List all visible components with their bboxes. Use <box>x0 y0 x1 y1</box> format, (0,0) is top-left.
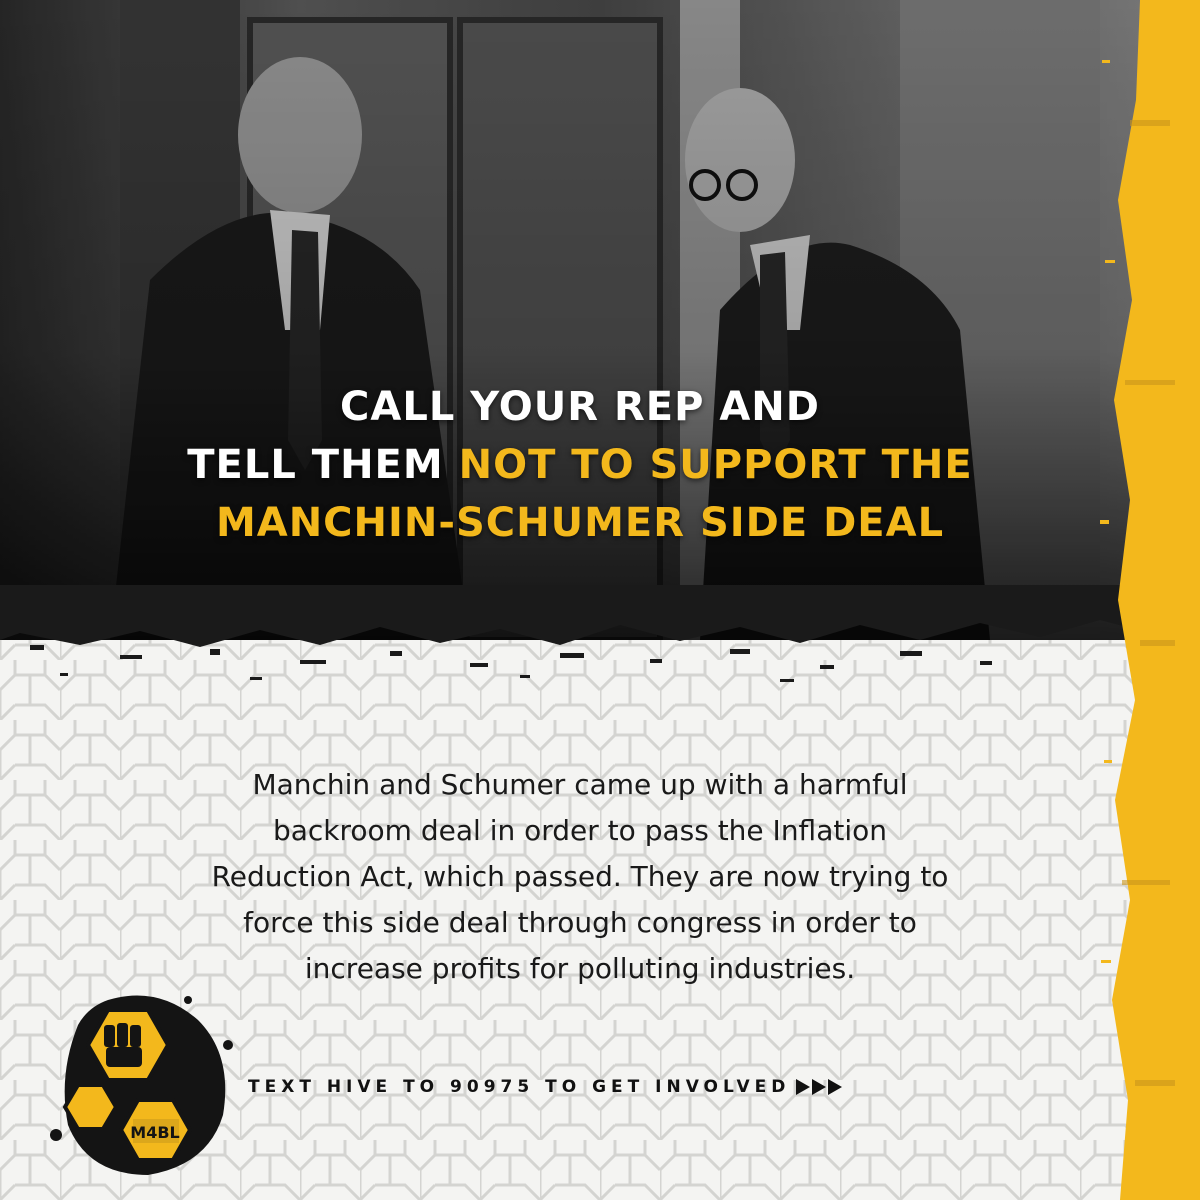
body-line: increase profits for polluting industries. <box>304 952 856 985</box>
body-paragraph <box>100 762 1060 992</box>
logo-graphic <box>38 985 238 1185</box>
body-line: force this side deal through congress in order to <box>243 906 917 939</box>
arrow-right-icon <box>796 1079 844 1095</box>
m4bl-logo <box>38 985 238 1185</box>
headline <box>60 378 1100 552</box>
cta-text: TEXT HIVE TO 90975 TO GET INVOLVED <box>248 1077 791 1097</box>
headline-line-3-yellow: MANCHIN-SCHUMER SIDE DEAL <box>215 500 945 546</box>
yellow-brush-strip <box>1100 0 1200 1200</box>
fist-icon <box>104 1023 142 1067</box>
logo-text: M4BL <box>130 1123 180 1142</box>
body-line: backroom deal in order to pass the Inflation <box>272 814 887 847</box>
headline-line-2-yellow: NOT TO SUPPORT THE <box>458 442 973 488</box>
grunge-edge <box>0 585 1200 695</box>
body-line: Reduction Act, which passed. They are now trying to <box>211 860 949 893</box>
body-line: Manchin and Schumer came up with a harmful <box>252 768 908 801</box>
headline-line-1: CALL YOUR REP AND <box>340 384 820 430</box>
headline-line-2-white: TELL THEM <box>187 442 459 488</box>
call-to-action <box>248 1077 948 1097</box>
